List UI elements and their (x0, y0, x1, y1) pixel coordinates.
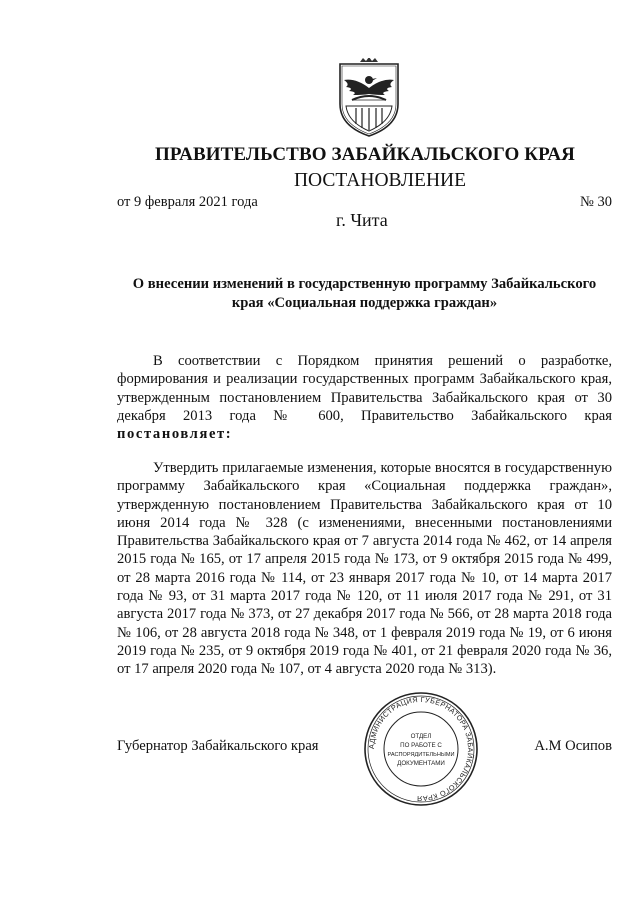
decree-word: постановляет: (117, 426, 233, 443)
signatory-position: Губернатор Забайкальского края (117, 738, 319, 754)
svg-text:АДМИНИСТРАЦИЯ ГУБЕРНАТОРА ЗАБА (367, 695, 475, 803)
seal-ring-text: АДМИНИСТРАЦИЯ ГУБЕРНАТОРА ЗАБАЙКАЛЬСКОГО КРАЯ (366, 694, 476, 804)
seal-line-1: ОТДЕЛ (410, 733, 432, 740)
paragraph-resolution: Утвердить прилагаемые изменения, которые вносятся в государственную программу Забайкальского края «Социальная поддержка граждан», утвержденную постановлением Правительства Забайкальского края от 10 июня 2014 года № 328 (с изменениями, внесенными постановлениями Правительства Забайкальского края от 7 августа 2014 года № 462, от 14 апреля 2015 года № 165, от 17 апреля 2015 года № 173, от 9 октября 2015 года № 499, от 28 марта 2016 года № 114, от 23 января 2017 года № 10, от 14 марта 2017 года № 93, от 31 марта 2017 года № 120, от 11 июля 2017 года № 291, от 31 августа 2017 года № 373, от 27 декабря 2017 года № 566, от 28 марта 2018 года № 106, от 28 августа 2018 года № 348, от 1 февраля 2019 года № 19, от 6 июня 2019 года № 235, от 9 октября 2019 года № 401, от 21 февраля 2020 года № 36, от 17 апреля 2020 года № 107, от 4 августа 2020 года № 313). (117, 460, 612, 678)
coat-of-arms-icon (330, 58, 408, 138)
seal-line-3: РАСПОРЯДИТЕЛЬНЫМИ (387, 752, 455, 758)
signatory-name: А.М Осипов (534, 738, 612, 754)
document-subject: О внесении изменений в государственную программу Забайкальского края «Социальная поддержка граждан» (132, 276, 597, 311)
document-type: ПОСТАНОВЛЕНИЕ (293, 170, 467, 191)
document-date: от 9 февраля 2021 года (117, 194, 258, 210)
seal-line-4: ДОКУМЕНТАМИ (397, 760, 445, 767)
seal-line-2: ПО РАБОТЕ С (400, 742, 442, 749)
document-number: № 30 (580, 194, 612, 210)
preamble-text: В соответствии с Порядком принятия решений о разработке, формирования и реализации государственных программ Забайкальского края, утвержденным постановлением Правительства Забайкальского края от 30 декабря 2013 года № 600, Правительство Забайкальского края (117, 353, 612, 424)
official-seal-icon (362, 690, 480, 808)
document-city: г. Чита (336, 210, 388, 230)
organization-title: ПРАВИТЕЛЬСТВО ЗАБАЙКАЛЬСКОГО КРАЯ (154, 144, 575, 165)
paragraph-preamble (117, 352, 612, 443)
